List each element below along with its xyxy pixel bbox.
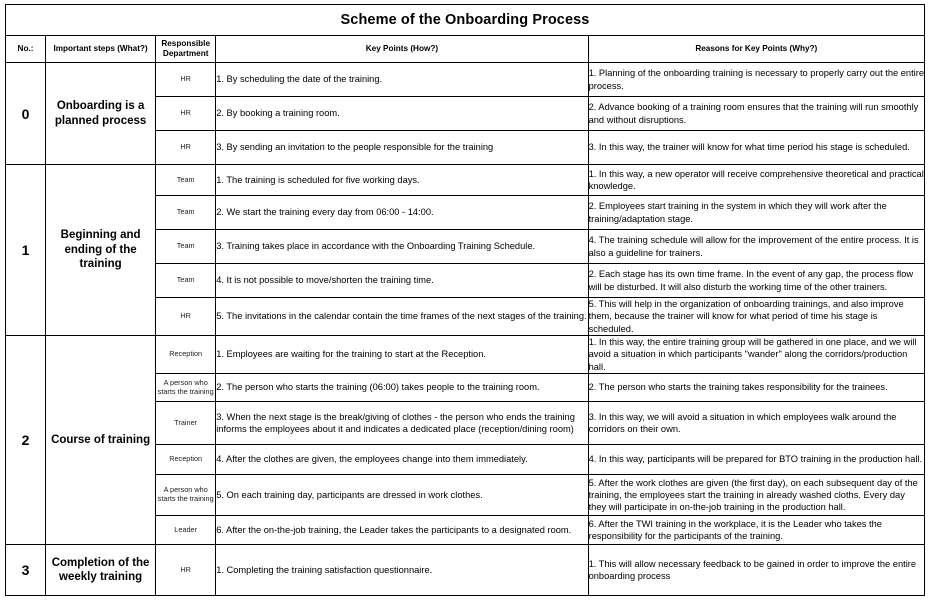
reason-cell: 2. Advance booking of a training room ensures that the training will run smoothly and without disruptions. (588, 97, 924, 131)
key-point-cell: 3. When the next stage is the break/giving of clothes - the person who ends the training informs the employees about it and indicates a dedicated place (reception/dining room) (216, 402, 588, 445)
department-cell: Reception (156, 445, 216, 475)
section-step-2: Course of training (46, 336, 156, 545)
key-point-cell: 3. By sending an invitation to the people responsible for the training (216, 131, 588, 165)
department-cell: A person who starts the training (156, 475, 216, 516)
reason-cell: 5. This will help in the organization of onboarding trainings, and also improve them, because the trainer will know for what period of time his stage is scheduled. (588, 298, 924, 336)
column-header-key-points: Key Points (How?) (216, 36, 588, 63)
key-point-cell: 1. By scheduling the date of the training. (216, 63, 588, 97)
reason-cell: 1. This will allow necessary feedback to be gained in order to improve the entire onboarding process (588, 545, 924, 596)
reason-cell: 2. The person who starts the training takes responsibility for the trainees. (588, 374, 924, 402)
key-point-cell: 6. After the on-the-job training, the Leader takes the participants to a designated room. (216, 516, 588, 545)
onboarding-scheme-table (5, 4, 925, 596)
department-cell: HR (156, 63, 216, 97)
department-cell: Team (156, 230, 216, 264)
section-step-0: Onboarding is a planned process (46, 63, 156, 165)
key-point-cell: 3. Training takes place in accordance with the Onboarding Training Schedule. (216, 230, 588, 264)
department-cell: Reception (156, 336, 216, 374)
reason-cell: 2. Each stage has its own time frame. In the event of any gap, the process flow will be disturbed. It will also disturb the working time of the other trainers. (588, 264, 924, 298)
key-point-cell: 4. After the clothes are given, the employees change into them immediately. (216, 445, 588, 475)
column-header-no: No.: (6, 36, 46, 63)
department-cell: Trainer (156, 402, 216, 445)
key-point-cell: 5. On each training day, participants are dressed in work clothes. (216, 475, 588, 516)
key-point-cell: 5. The invitations in the calendar contain the time frames of the next stages of the training. (216, 298, 588, 336)
reason-cell: 4. In this way, participants will be prepared for BTO training in the production hall. (588, 445, 924, 475)
column-header-important-steps: Important steps (What?) (46, 36, 156, 63)
department-cell: A person who starts the training (156, 374, 216, 402)
column-header-reasons: Reasons for Key Points (Why?) (588, 36, 924, 63)
key-point-cell: 4. It is not possible to move/shorten the training time. (216, 264, 588, 298)
reason-cell: 2. Employees start training in the system in which they will work after the training/adaptation stage. (588, 196, 924, 230)
section-number-3: 3 (6, 545, 46, 596)
page-title: Scheme of the Onboarding Process (6, 5, 925, 36)
reason-cell: 1. Planning of the onboarding training is necessary to properly carry out the entire process. (588, 63, 924, 97)
department-cell: Leader (156, 516, 216, 545)
reason-cell: 5. After the work clothes are given (the first day), on each subsequent day of the training, the employees start the training in already washed cloths. Every day they will participate in on-the-job training in the production hall. (588, 475, 924, 516)
department-cell: Team (156, 196, 216, 230)
department-cell: HR (156, 131, 216, 165)
key-point-cell: 1. The training is scheduled for five working days. (216, 165, 588, 196)
table-row (6, 336, 925, 374)
scheme-sheet (5, 4, 925, 596)
reason-cell: 3. In this way, we will avoid a situation in which employees walk around the corridors on their own. (588, 402, 924, 445)
key-point-cell: 2. By booking a training room. (216, 97, 588, 131)
section-step-1: Beginning and ending of the training (46, 165, 156, 336)
reason-cell: 3. In this way, the trainer will know for what time period his stage is scheduled. (588, 131, 924, 165)
table-header-row (6, 36, 925, 63)
title-row (6, 5, 925, 36)
key-point-cell: 1. Completing the training satisfaction questionnaire. (216, 545, 588, 596)
section-step-3: Completion of the weekly training (46, 545, 156, 596)
department-cell: Team (156, 264, 216, 298)
reason-cell: 4. The training schedule will allow for the improvement of the entire process. It is also a guideline for trainers. (588, 230, 924, 264)
reason-cell: 1. In this way, the entire training group will be gathered in one place, and we will avoid a situation in which participants "wander" along the corridors/production hall. (588, 336, 924, 374)
table-row (6, 63, 925, 97)
department-cell: HR (156, 97, 216, 131)
reason-cell: 1. In this way, a new operator will receive comprehensive theoretical and practical knowledge. (588, 165, 924, 196)
department-cell: Team (156, 165, 216, 196)
key-point-cell: 2. The person who starts the training (06:00) takes people to the training room. (216, 374, 588, 402)
key-point-cell: 2. We start the training every day from 06:00 - 14:00. (216, 196, 588, 230)
section-number-1: 1 (6, 165, 46, 336)
department-cell: HR (156, 545, 216, 596)
table-row (6, 165, 925, 196)
key-point-cell: 1. Employees are waiting for the training to start at the Reception. (216, 336, 588, 374)
column-header-responsible-department: Responsible Department (156, 36, 216, 63)
section-number-0: 0 (6, 63, 46, 165)
table-row (6, 545, 925, 596)
reason-cell: 6. After the TWI training in the workplace, it is the Leader who takes the responsibility for the participants of the training. (588, 516, 924, 545)
department-cell: HR (156, 298, 216, 336)
section-number-2: 2 (6, 336, 46, 545)
